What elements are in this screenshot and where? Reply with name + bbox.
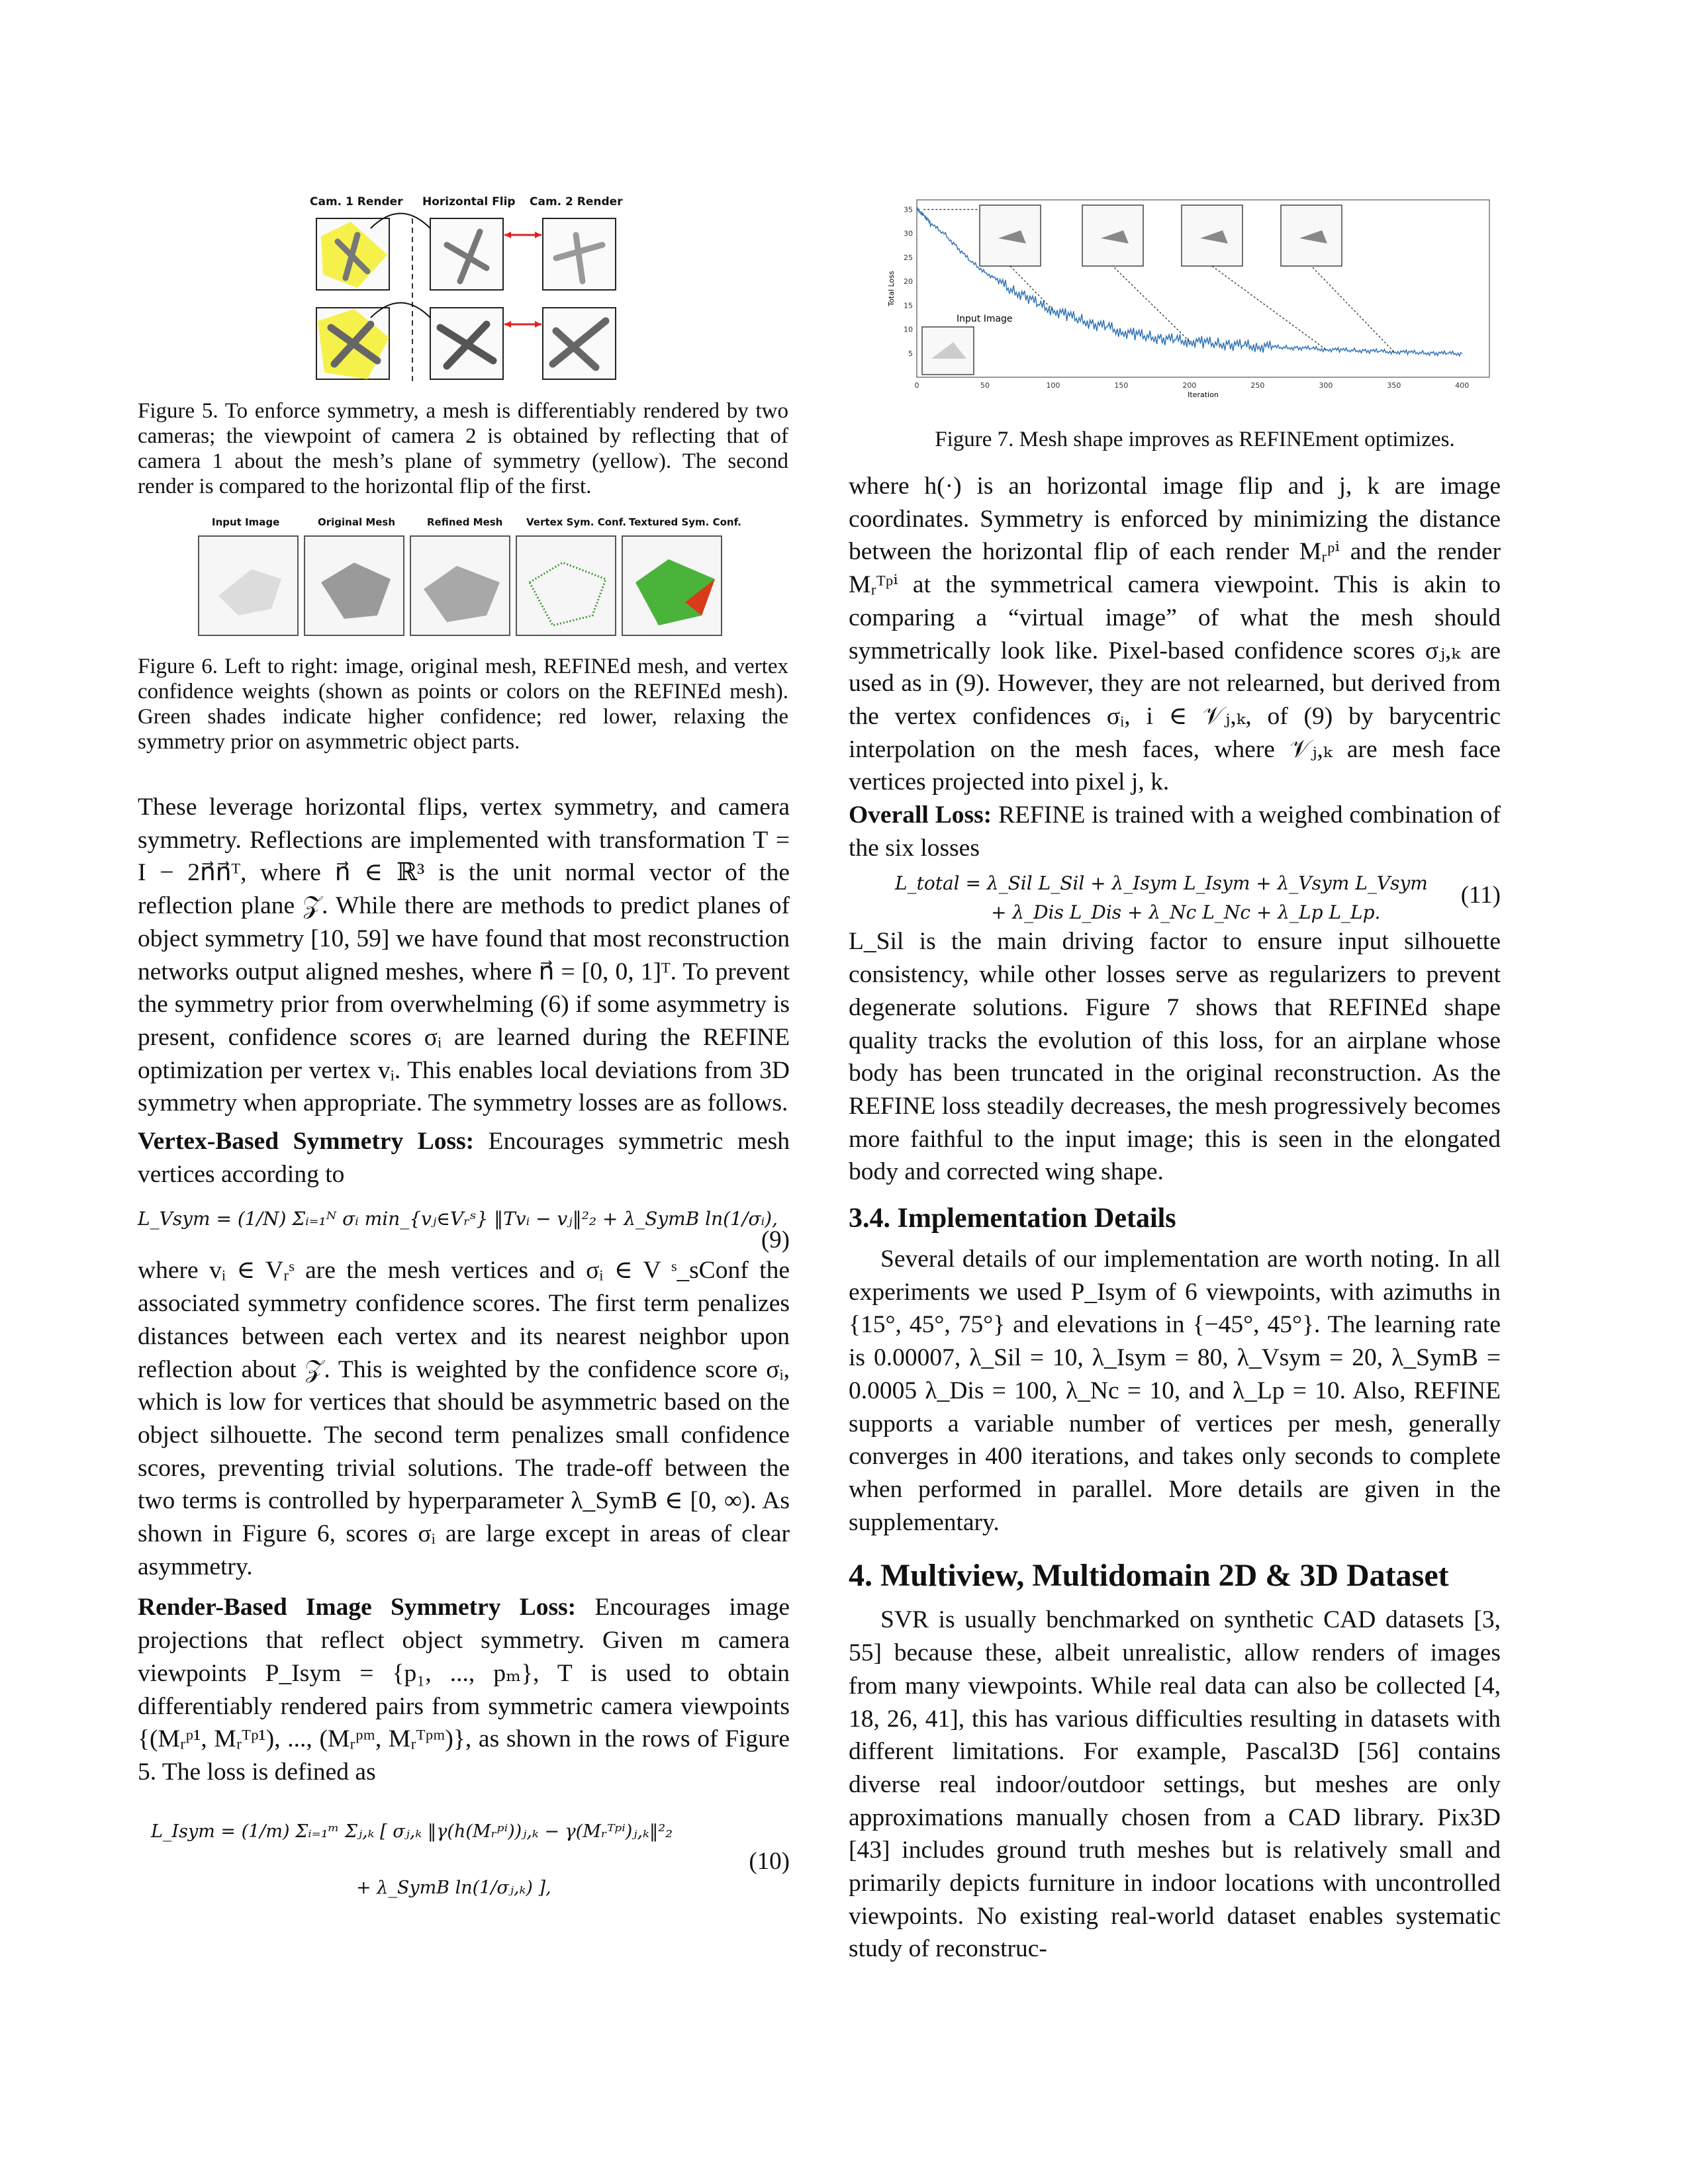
fig7-y-axis-label: Total Loss: [887, 271, 896, 306]
fig6-label-refined: Refined Mesh: [427, 516, 503, 528]
equation-10-line-2: + λ_SymB ln(1/σⱼ,ₖ) ],: [356, 1877, 551, 1898]
fig5-render-grid: [305, 195, 622, 387]
overall-loss-text: REFINE is trained with a weighed combination of the six losses: [849, 801, 1501, 862]
isym-text: Encourages image projections that reflect object symmetry. Given m camera viewpoints P_Isym = {p₁, ..., pₘ}, T is used to obtain differentiably rendered pairs from symmetric camera viewpoints {(Mᵣᵖ¹, Mᵣᵀᵖ¹), ..., (Mᵣᵖᵐ, Mᵣᵀᵖᵐ)}, as shown in the rows of Figure 5. The loss is defined as: [138, 1594, 790, 1786]
fig7-x-tick-label: 100: [1046, 381, 1060, 390]
fig6-caption: Figure 6. Left to right: image, original mesh, REFINEd mesh, and vertex confidence weights (shown as points or colors on the REFINEd mesh). Green shades indicate higher confidence; red lower, relaxing the symmetry prior on asymmetric object parts.: [138, 655, 788, 754]
equation-11-line-1: L_total = λ_Sil L_Sil + λ_Isym L_Isym + λ_Vsym L_Vsym: [895, 872, 1428, 895]
fig7-caption: Figure 7. Mesh shape improves as REFINEment optimizes.: [935, 428, 1455, 451]
fig6-label-original: Original Mesh: [318, 516, 396, 528]
equation-10-number: (10): [749, 1847, 790, 1875]
vsym-text: Encourages symmetric mesh vertices according to: [138, 1128, 790, 1188]
fig7-y-tick-label: 20: [904, 277, 913, 287]
fig7-y-tick-label: 30: [904, 229, 913, 238]
equation-9-number: (9): [761, 1226, 790, 1254]
fig7-x-tick-label: 400: [1455, 381, 1470, 390]
equation-9: L_Vsym = (1/N) Σᵢ₌₁ᴺ σᵢ min_{vⱼ∈Vᵣˢ} ‖Tvᵢ − vⱼ‖²₂ + λ_SymB ln(1/σᵢ),: [138, 1208, 778, 1230]
left-paragraph-1: These leverage horizontal flips, vertex symmetry, and camera symmetry. Reflections are implemented with transformation T = I − 2n⃗n⃗ᵀ, where n⃗ ∈ ℝ³ is the unit normal vector of the reflection plane 𝒵. While there are methods to predict planes of object symmetry [10, 59] we have found that most reconstruction networks output aligned meshes, where n⃗ = [0, 0, 1]ᵀ. To prevent the symmetry prior from overwhelming (6) if some asymmetry is present, confidence scores σᵢ are learned during the REFINE optimization per vertex vᵢ. This enables local deviations from 3D symmetry when appropriate. The symmetry losses are as follows.: [138, 794, 790, 1117]
equation-11-number: (11): [1460, 882, 1501, 909]
fig7-y-tick-label: 25: [904, 253, 913, 262]
figure-5: [305, 195, 622, 387]
fig7-y-tick-label: 10: [904, 325, 913, 334]
right-column: [849, 470, 1501, 1966]
overall-loss-heading: Overall Loss:: [849, 801, 992, 829]
fig5-caption: Figure 5. To enforce symmetry, a mesh is differentiably rendered by two cameras; the viewpoint of camera 2 is obtained by reflecting that of camera 1 about the mesh’s plane of symmetry (yellow). The second render is compared to the horizontal flip of the first.: [138, 399, 788, 498]
fig7-y-tick-label: 15: [904, 301, 913, 310]
vsym-heading: Vertex-Based Symmetry Loss:: [138, 1128, 475, 1156]
left-column: [138, 791, 790, 1921]
left-paragraph-2: where vᵢ ∈ Vᵣˢ are the mesh vertices and σᵢ ∈ V ˢ_sConf the associated symmetry confidence scores. The first term penalizes distances between each vertex and its nearest neighbor upon reflection about 𝒵. This is weighted by the confidence score σᵢ, which is low for vertices that should be asymmetric based on the object silhouette. The second term penalizes small confidence scores, preventing trivial solutions. The trade-off between the two terms is controlled by hyperparameter λ_SymB ∈ [0, ∞). As shown in Figure 6, scores σᵢ are large except in areas of clear asymmetry.: [138, 1257, 790, 1580]
right-paragraph-4: SVR is usually benchmarked on synthetic CAD datasets [3, 55] because these, albeit unrealistic, allow renders of images from many viewpoints. While real data can also be collected [4, 18, 26, 41], this has various difficulties resulting in datasets with different limitations. For example, Pascal3D [56] contains diverse real indoor/outdoor settings, but meshes are only approximations manually chosen from a CAD library. Pix3D [43] includes ground truth meshes but is relatively small and primarily depicts furniture in indoor locations with uncontrolled viewpoints. No existing real-world dataset enables systematic study of reconstruc-: [849, 1606, 1501, 1963]
fig5-label-cam1: Cam. 1 Render: [310, 195, 403, 208]
fig5-label-flip: Horizontal Flip: [422, 195, 516, 208]
fig7-y-tick-label: 5: [908, 349, 913, 358]
right-paragraph-1: where h(·) is an horizontal image flip and j, k are image coordinates. Symmetry is enforced by minimizing the distance between the horizontal flip of each render Mᵣᵖⁱ and the render Mᵣᵀᵖⁱ at the symmetrical camera viewpoint. This is akin to comparing a “virtual image” of what the mesh should symmetrically look like. Pixel-based confidence scores σⱼ,ₖ are used as in (9). However, they are not relearned, but derived from the vertex confidences σᵢ, i ∈ 𝒱ⱼ,ₖ, of (9) by barycentric interpolation on the mesh faces, where 𝒱ⱼ,ₖ are mesh face vertices projected into pixel j, k.: [849, 473, 1501, 796]
fig5-label-cam2: Cam. 2 Render: [530, 195, 623, 208]
isym-heading: Render-Based Image Symmetry Loss:: [138, 1594, 577, 1621]
figure-6: [192, 516, 741, 639]
fig7-x-tick-label: 250: [1250, 381, 1265, 390]
figure-7: [880, 192, 1503, 417]
fig6-panels: [192, 516, 735, 639]
fig7-input-image-label: Input Image: [957, 314, 1013, 324]
fig7-x-tick-label: 300: [1319, 381, 1333, 390]
fig7-x-tick-label: 350: [1387, 381, 1401, 390]
section-4-heading: 4. Multiview, Multidomain 2D & 3D Dataset: [849, 1558, 1449, 1594]
fig7-x-axis-label: Iteration: [1188, 390, 1219, 399]
fig6-label-input: Input Image: [212, 516, 280, 528]
fig6-label-vertex-conf: Vertex Sym. Conf.: [526, 516, 627, 528]
fig7-y-tick-label: 35: [904, 205, 913, 214]
equation-10-line-1: L_Isym = (1/m) Σᵢ₌₁ᵐ Σⱼ,ₖ [ σⱼ,ₖ ‖γ(h(Mᵣᵖⁱ))ⱼ,ₖ − γ(Mᵣᵀᵖⁱ)ⱼ,ₖ‖²₂: [151, 1821, 673, 1842]
image-symmetry-paragraph: [138, 1591, 790, 1788]
right-paragraph-2: L_Sil is the main driving factor to ensure input silhouette consistency, while other losses serve as regularizers to prevent degenerate solutions. Figure 7 shows that REFINEd shape quality tracks the evolution of this loss, for an airplane whose body has been truncated in the original reconstruction. As the REFINE loss steadily decreases, the mesh progressively becomes more faithful to the input image; this is seen in the elongated body and corrected wing shape.: [849, 928, 1501, 1186]
fig7-x-tick-label: 150: [1114, 381, 1129, 390]
fig7-loss-chart: [880, 192, 1503, 417]
fig7-x-tick-label: 0: [914, 381, 919, 390]
overall-loss-paragraph: [849, 799, 1501, 864]
right-paragraph-3: Several details of our implementation are worth noting. In all experiments we used P_Isym of 6 viewpoints, with azimuths in {15°, 45°, 75°} and elevations in {−45°, 45°}. The learning rate is 0.00007, λ_Sil = 10, λ_Isym = 80, λ_Vsym = 20, λ_SymB = 0.0005 λ_Dis = 100, λ_Nc = 10, and λ_Lp = 10. Also, REFINE supports a variable number of vertices per mesh, generally converges in 400 iterations, and takes only seconds to complete when performed in parallel. More details are given in the supplementary.: [849, 1246, 1501, 1536]
fig7-x-tick-label: 50: [980, 381, 990, 390]
fig6-label-textured-conf: Textured Sym. Conf.: [629, 516, 741, 528]
fig7-x-tick-label: 200: [1182, 381, 1197, 390]
equation-11-line-2: + λ_Dis L_Dis + λ_Nc L_Nc + λ_Lp L_Lp.: [991, 901, 1381, 924]
vertex-symmetry-paragraph: [138, 1125, 790, 1191]
section-3-4-heading: 3.4. Implementation Details: [849, 1203, 1176, 1234]
